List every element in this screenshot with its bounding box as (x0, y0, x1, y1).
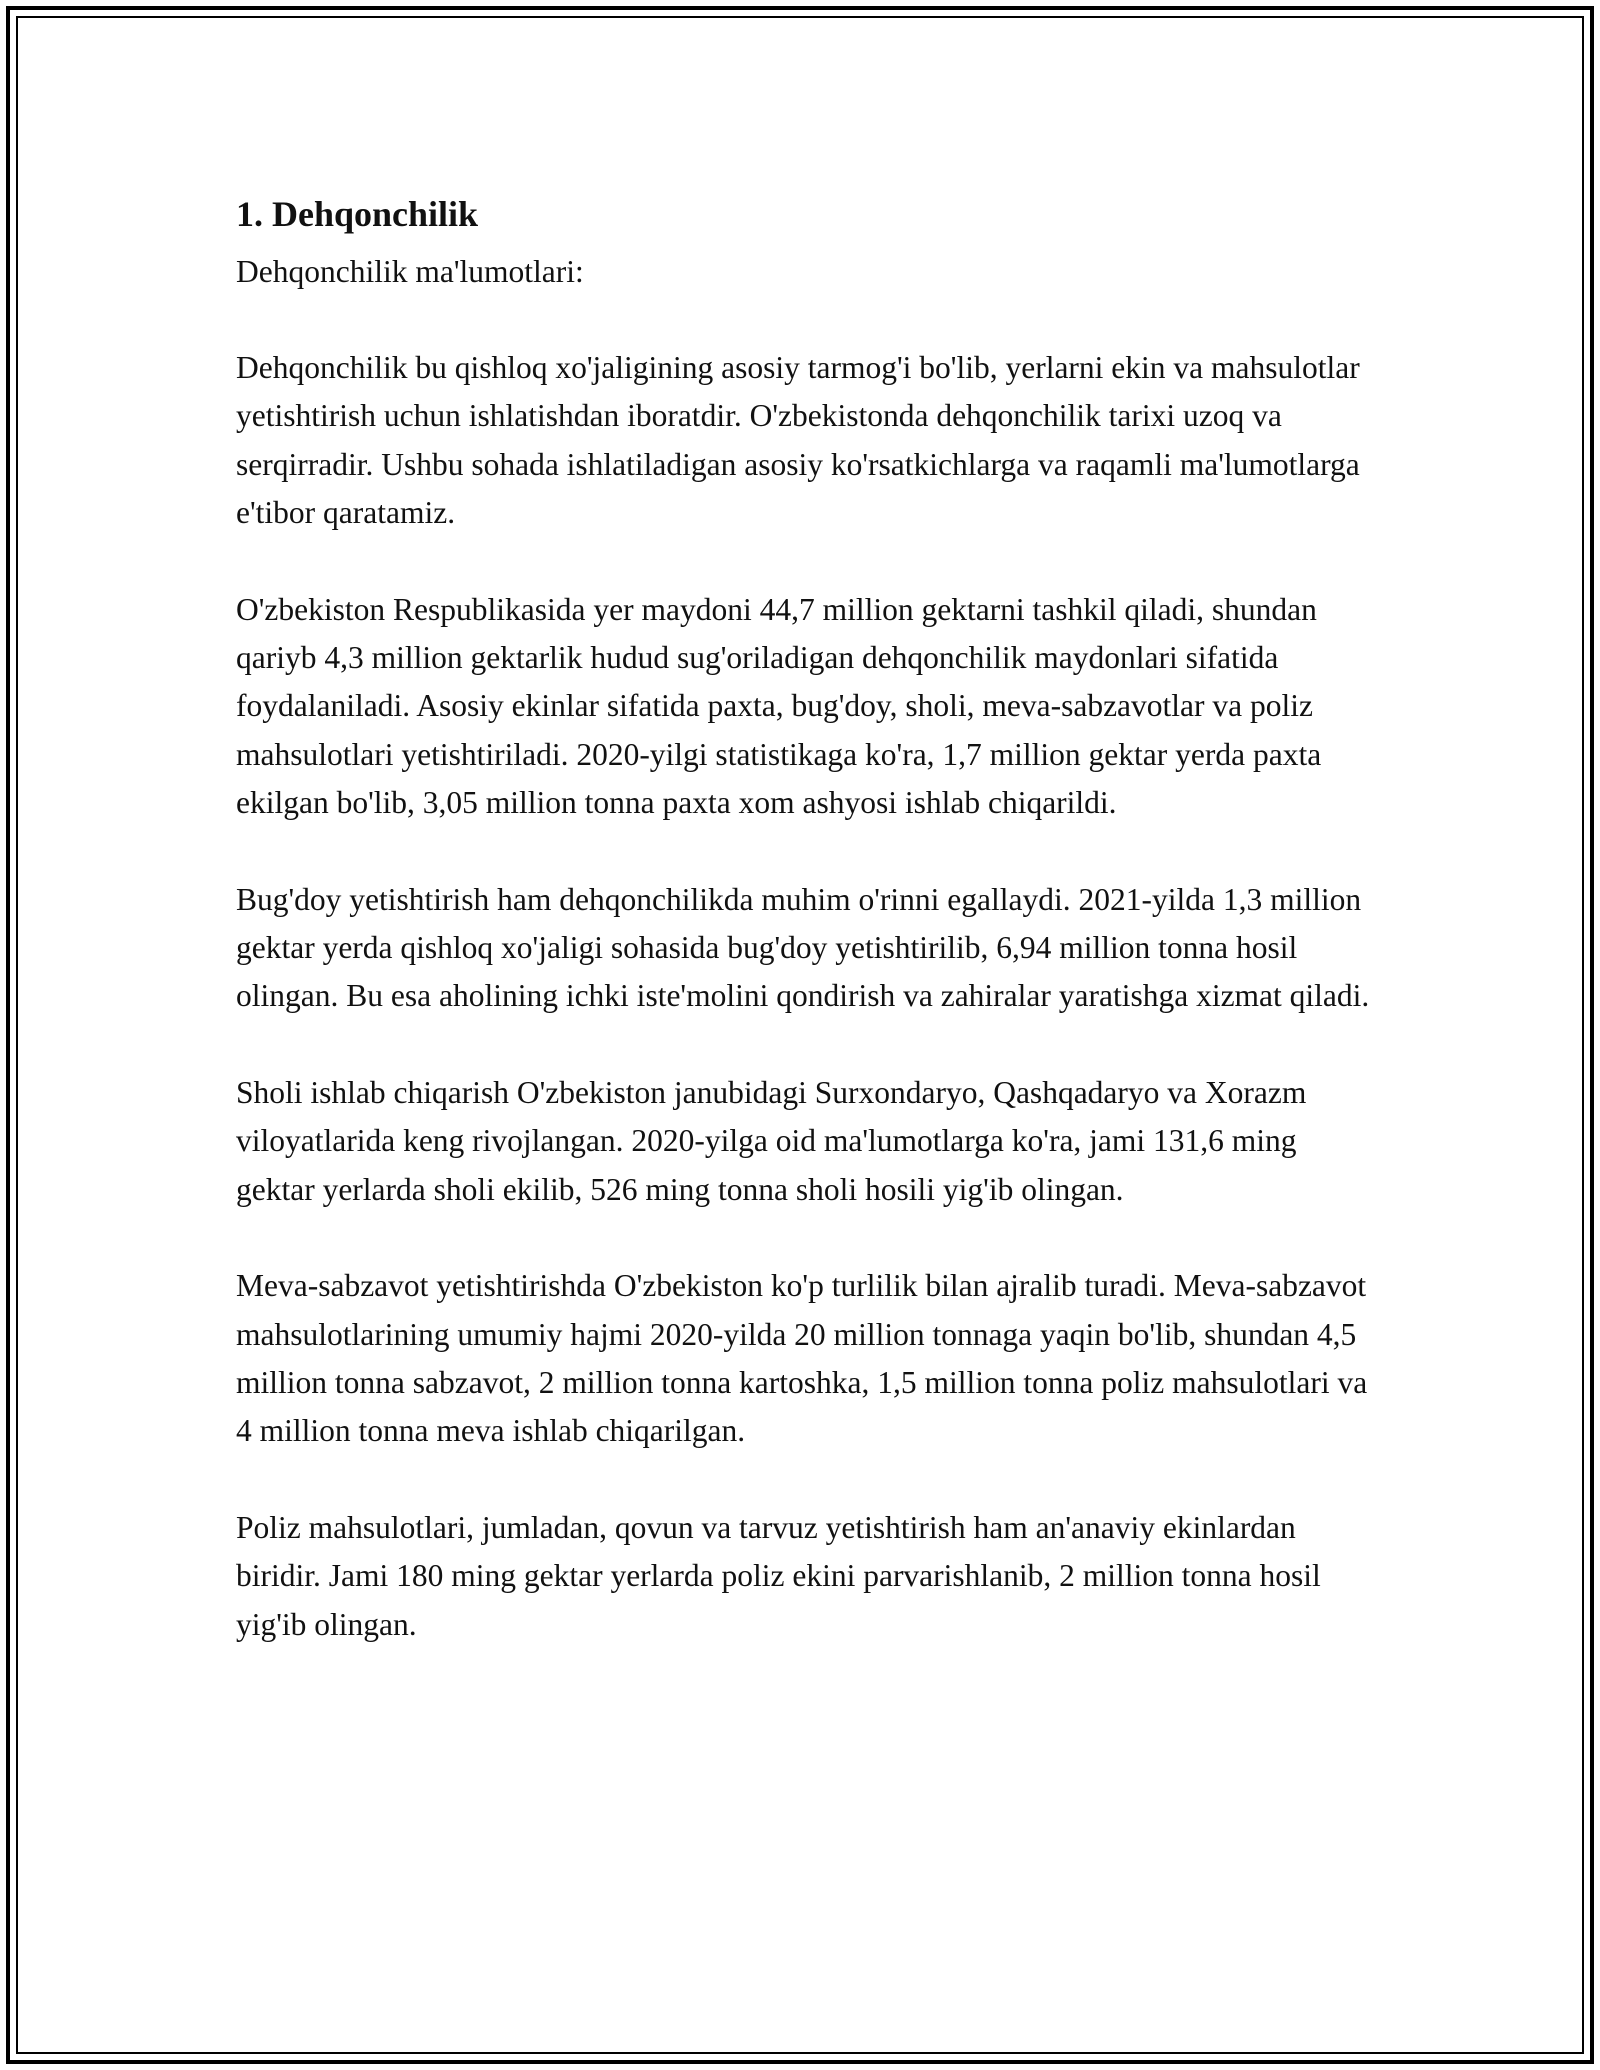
section-heading: 1. Dehqonchilik (236, 194, 479, 234)
paragraph-rice: Sholi ishlab chiqarish O'zbekiston janubidagi Surxondaryo, Qashqadaryo va Xorazm viloyatlarida keng rivojlangan. 2020-yilga oid ma'lumotlarga ko'ra, jami 131,6 ming gektar yerlarda sholi ekilib, 526 ming tonna sholi hosili yig'ib olingan. (236, 1074, 1307, 1207)
paragraph-fruit-vegetables: Meva-sabzavot yetishtirishda O'zbekiston ko'p turlilik bilan ajralib turadi. Meva-sabzavot mahsulotlarining umumiy hajmi 2020-yilda 20 million tonnaga yaqin bo'lib, shundan 4,5 million tonna sabzavot, 2 million tonna kartoshka, 1,5 million tonna poliz mahsulotlari va 4 million tonna meva ishlab chiqarilgan. (236, 1268, 1368, 1449)
document-body (236, 186, 1371, 1697)
section-subheading: Dehqonchilik ma'lumotlari: (236, 254, 584, 289)
paragraph-intro: Dehqonchilik bu qishloq xo'jaligining asosiy tarmog'i bo'lib, yerlarni ekin va mahsulotlar yetishtirish uchun ishlatishdan iboratdir. O'zbekistonda dehqonchilik tarixi uzoq va serqirradir. Ushbu sohada ishlatiladigan asosiy ko'rsatkichlarga va raqamli ma'lumotlarga e'tibor qaratamiz. (236, 350, 1360, 531)
paragraph-land-area: O'zbekiston Respublikasida yer maydoni 44,7 million gektarni tashkil qiladi, shundan qariyb 4,3 million gektarlik hudud sug'oriladigan dehqonchilik maydonlari sifatida foydalaniladi. Asosiy ekinlar sifatida paxta, bug'doy, sholi, meva-sabzavotlar va poliz mahsulotlari yetishtiriladi. 2020-yilgi statistikaga ko'ra, 1,7 million gektar yerda paxta ekilgan bo'lib, 3,05 million tonna paxta xom ashyosi ishlab chiqarildi. (236, 591, 1322, 821)
paragraph-melons: Poliz mahsulotlari, jumladan, qovun va tarvuz yetishtirish ham an'anaviy ekinlardan biridir. Jami 180 ming gektar yerlarda poliz ekini parvarishlanib, 2 million tonna hosil yig'ib olingan. (236, 1509, 1321, 1642)
paragraph-wheat: Bug'doy yetishtirish ham dehqonchilikda muhim o'rinni egallaydi. 2021-yilda 1,3 million gektar yerda qishloq xo'jaligi sohasida bug'doy yetishtirilib, 6,94 million tonna hosil olingan. Bu esa aholining ichki iste'molini qondirish va zahiralar yaratishga xizmat qiladi. (236, 881, 1370, 1014)
